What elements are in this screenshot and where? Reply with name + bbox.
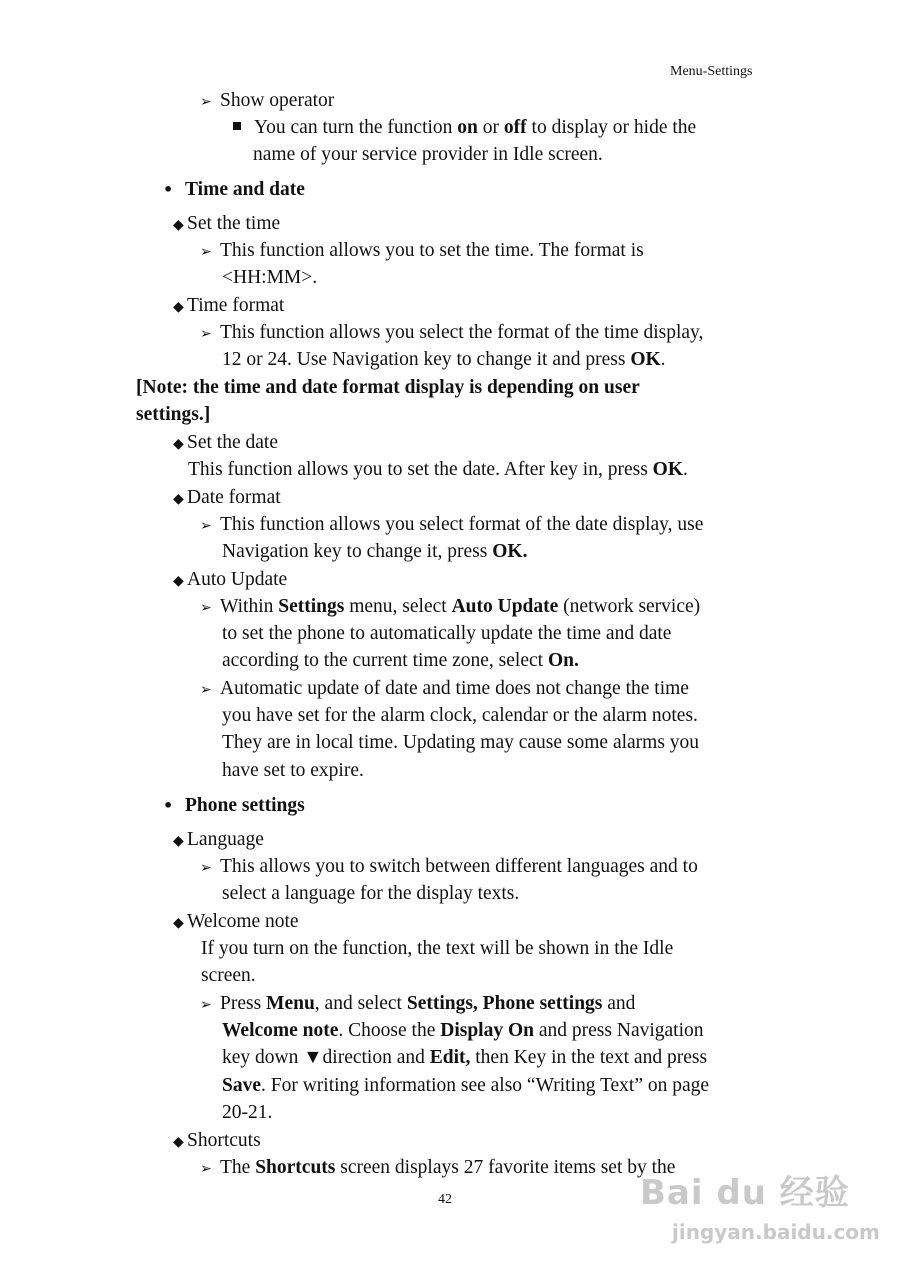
- list-item: ➢ Show operator: [200, 87, 334, 116]
- list-item: ➢ This function allows you select the format of the time display,: [200, 319, 703, 348]
- arrow-bullet-icon: ➢: [200, 326, 212, 342]
- list-item: ◆ Time format: [173, 292, 284, 321]
- arrow-bullet-icon: ➢: [200, 518, 212, 534]
- text-line: name of your service provider in Idle screen.: [253, 144, 603, 165]
- arrow-bullet-icon: ➢: [200, 244, 212, 260]
- page-number: 42: [438, 1192, 452, 1207]
- note-line: settings.]: [136, 404, 211, 425]
- diamond-bullet-icon: ◆: [173, 833, 184, 849]
- text-line: If you turn on the function, the text will be shown in the Idle: [201, 938, 674, 959]
- arrow-bullet-icon: ➢: [200, 600, 212, 616]
- diamond-bullet-icon: ◆: [173, 217, 184, 233]
- dot-bullet-icon: •: [163, 796, 174, 815]
- arrow-bullet-icon: ➢: [200, 860, 212, 876]
- diamond-bullet-icon: ◆: [173, 491, 184, 507]
- list-item: ◆ Set the time: [173, 210, 280, 239]
- baidu-watermark-logo: Bai du 经验: [640, 1173, 850, 1213]
- text-line: according to the current time zone, select On.: [222, 650, 579, 671]
- list-item: ◆ Welcome note: [173, 908, 299, 937]
- text-line: 20-21.: [222, 1102, 273, 1123]
- diamond-bullet-icon: ◆: [173, 915, 184, 931]
- section-heading: • Time and date: [163, 176, 305, 203]
- list-item: ◆ Date format: [173, 484, 281, 513]
- list-item: ◆ Shortcuts: [173, 1127, 261, 1156]
- text-line: to set the phone to automatically update the time and date: [222, 623, 672, 644]
- text-line: screen.: [201, 965, 256, 986]
- text-line: <HH:MM>.: [222, 267, 318, 288]
- text-line: Welcome note. Choose the Display On and press Navigation: [222, 1020, 704, 1041]
- running-header: Menu-Settings: [670, 64, 753, 79]
- diamond-bullet-icon: ◆: [173, 1134, 184, 1150]
- text-line: have set to expire.: [222, 760, 364, 781]
- list-item: ➢ This function allows you to set the time. The format is: [200, 237, 644, 266]
- baidu-watermark-url: jingyan.baidu.com: [672, 1220, 880, 1244]
- arrow-bullet-icon: ➢: [200, 682, 212, 698]
- list-item: You can turn the function on or off to display or hide the: [233, 114, 696, 141]
- text-line: Navigation key to change it, press OK.: [222, 541, 528, 562]
- arrow-bullet-icon: ➢: [200, 94, 212, 110]
- diamond-bullet-icon: ◆: [173, 436, 184, 452]
- text-line: select a language for the display texts.: [222, 883, 520, 904]
- list-item: ◆ Set the date: [173, 429, 278, 458]
- text-line: you have set for the alarm clock, calendar or the alarm notes.: [222, 705, 698, 726]
- text-line: key down ▼direction and Edit, then Key in the text and press: [222, 1047, 708, 1068]
- square-bullet-icon: [233, 122, 241, 130]
- list-item: ➢ Automatic update of date and time does not change the time: [200, 675, 689, 704]
- list-item: ➢ This allows you to switch between different languages and to: [200, 853, 698, 882]
- list-item: ➢ Within Settings menu, select Auto Update (network service): [200, 593, 700, 622]
- list-item: ➢ The Shortcuts screen displays 27 favorite items set by the: [200, 1154, 675, 1183]
- text-line: Save. For writing information see also “Writing Text” on page: [222, 1075, 710, 1096]
- note-line: [Note: the time and date format display is depending on user: [136, 377, 640, 398]
- section-heading: • Phone settings: [163, 792, 305, 819]
- diamond-bullet-icon: ◆: [173, 573, 184, 589]
- list-item: ➢ Press Menu, and select Settings, Phone settings and: [200, 990, 635, 1019]
- list-item: ◆ Auto Update: [173, 566, 287, 595]
- list-item: ◆ Language: [173, 826, 264, 855]
- text-line: This function allows you to set the date. After key in, press OK.: [188, 459, 688, 480]
- arrow-bullet-icon: ➢: [200, 997, 212, 1013]
- text-line: They are in local time. Updating may cause some alarms you: [222, 732, 700, 753]
- text-line: 12 or 24. Use Navigation key to change it and press OK.: [222, 349, 666, 370]
- arrow-bullet-icon: ➢: [200, 1161, 212, 1177]
- dot-bullet-icon: •: [163, 180, 174, 199]
- diamond-bullet-icon: ◆: [173, 299, 184, 315]
- list-item: ➢ This function allows you select format of the date display, use: [200, 511, 703, 540]
